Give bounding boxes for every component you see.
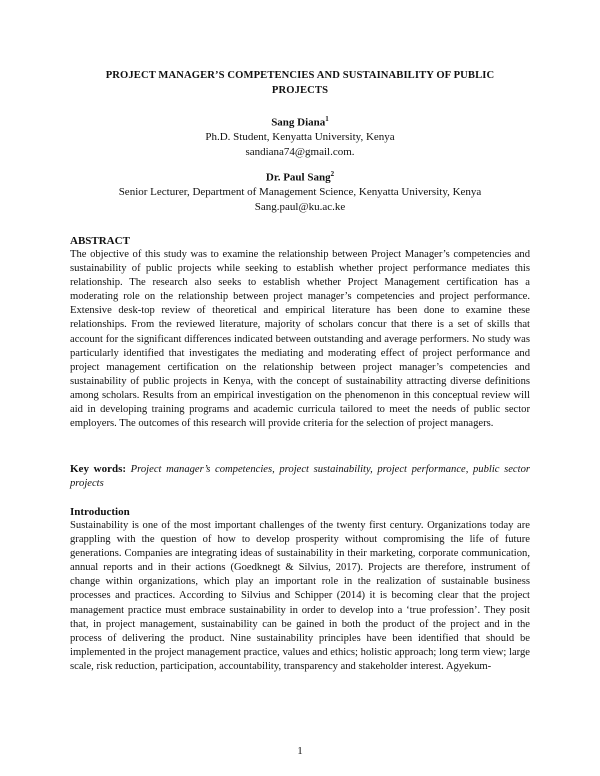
page-number: 1 [297,745,303,757]
author-block-2 [40,167,560,214]
introduction-paragraph: Sustainability is one of the most important challenges of the twenty first century. Organizations today are grappling with the question of how to develop prosperity without compromising the life of future generations. Companies are integrating ideas of sustainability in their marketing, corporate communication, annual reports and in their actions (Goedknegt & Silvius, 2017). Projects are therefore, instrument of change within organizations, which play an important role in the realization of sustainable business processes and practices. According to Silvius and Schipper (2014) it is becoming clear that the project management practice must embrace sustainability in order to develop into a ‘true profession’. They posit that, in project management, sustainability can be gained in both the product of the project and in the process of delivering the product. Nine sustainability principles have been identified that should be implemented in the project management practice, values and ethics; holistic approach; long term view; large scale, risk reduction, participation, accountability, transparency and stakeholder interest. Agyekum- [70,520,530,672]
keywords-text: Project manager’s competencies, project sustainability, project performance, public sector projects [70,464,530,490]
paper-title-line-2: PROJECTS [271,85,329,96]
keywords-label: Key words: [70,463,127,475]
author-2-superscript: 2 [330,170,335,178]
keywords-section [70,462,530,491]
introduction-section [70,505,530,674]
abstract-paragraph: The objective of this study was to examine the relationship between Project Manager’s competencies and sustainability of public projects while seeking to establish whether project performance mediates this relationship. The research also seeks to establish whether Project Management certification has a moderating role on the relationship between project manager’s competencies and project performance. Extensive desk-top review of theoretical and empirical literature has been done to examine these relationships. From the reviewed literature, majority of scholars concur that there is a set of skills that account for the significant differences indicated between outstanding and average performers. No study was particularly identified that investigates the mediating and moderating effect of project performance and project management certification on the relationship between project manager’s competencies and sustainability of public projects in Kenya, with the concept of sustainability attracting diverse definitions among scholars. Results from an empirical investigation on the phenomenon in this conceptual review will aid in developing training programs and academic curricula tailored to meet the needs of public sector employers. The outcomes of this research will provide criteria for the selection of project managers. [70,249,530,430]
abstract-section [70,234,530,431]
author-email-1: sandiana74@gmail.com. [245,145,355,158]
abstract-heading: ABSTRACT [70,235,130,247]
author-affiliation-1: Ph.D. Student, Kenyatta University, Kenya [205,131,395,144]
author-1-superscript: 1 [325,115,329,123]
paper-title-line-1: PROJECT MANAGER’S COMPETENCIES AND SUSTAINABILITY OF PUBLIC [105,70,495,81]
author-email-2: Sang.paul@ku.ac.ke [254,200,346,213]
author-name-1: Sang Diana$^1$ [271,115,329,129]
introduction-heading: Introduction [70,506,130,518]
paper-title [70,68,530,98]
author-affiliation-2: Senior Lecturer, Department of Management Science, Kenyatta University, Kenya [118,186,482,199]
author-block-1 [40,112,560,159]
author-name-2: Dr. Paul Sang$^2$ [265,170,335,184]
